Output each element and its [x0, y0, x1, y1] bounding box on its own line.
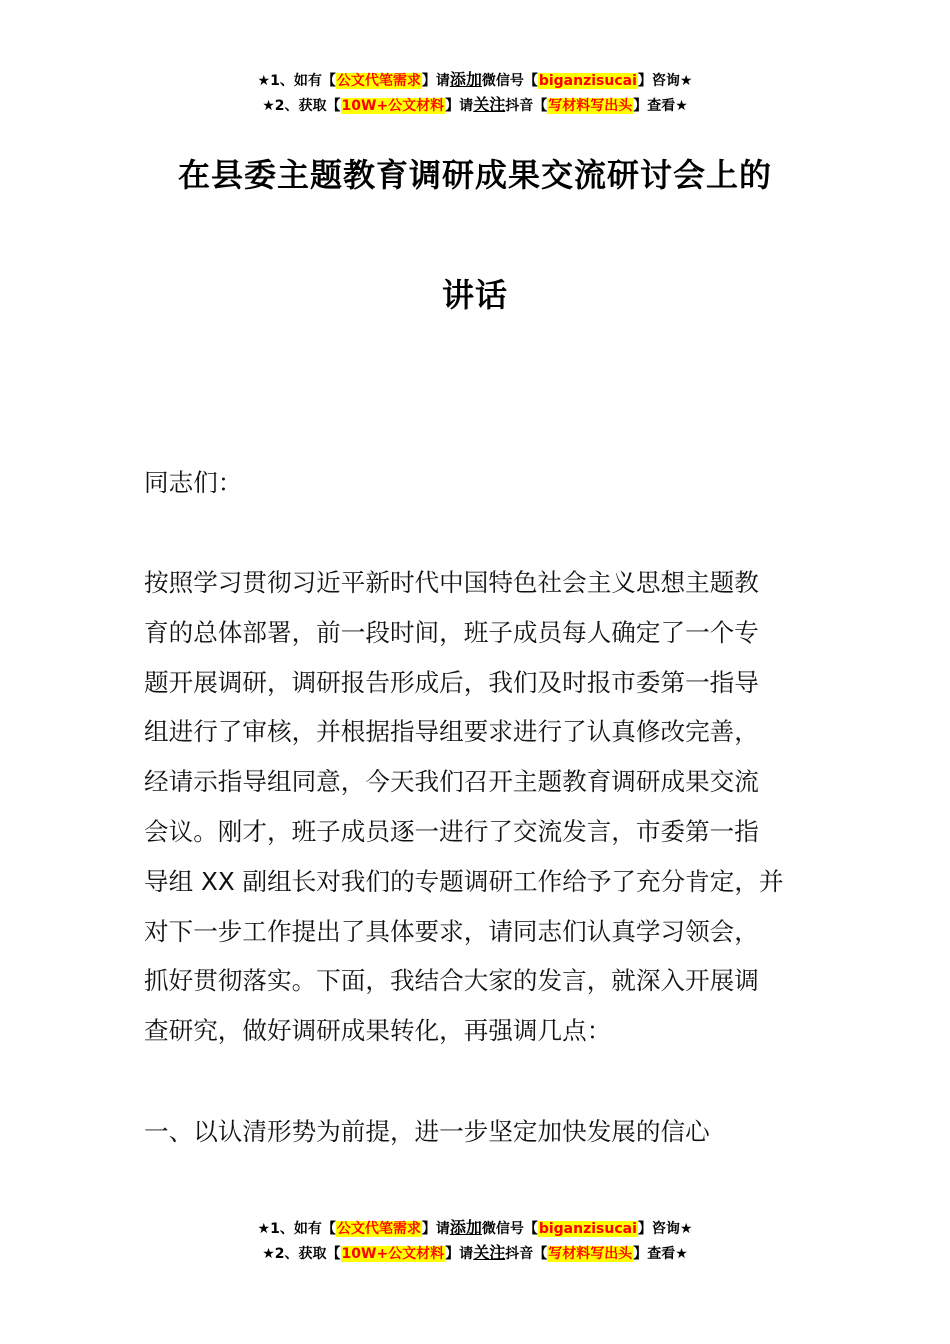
banner-text: 】请: [421, 1221, 450, 1237]
footer-banner: [0, 1216, 950, 1266]
banner-line-1: [0, 1216, 950, 1241]
highlight-douyin-account: 写材料写出头: [548, 98, 633, 114]
banner-emphasis: 添加: [449, 70, 482, 89]
banner-line-2: [0, 1241, 950, 1266]
banner-line-1: [0, 68, 950, 93]
highlight-materials: 10W+公文材料: [341, 98, 445, 114]
body-paragraph: [144, 558, 808, 1056]
banner-text: 】咨询★: [637, 1221, 693, 1237]
banner-text: ★1、如有【: [257, 73, 336, 89]
paragraph-line: 导组 XX 副组长对我们的专题调研工作给予了充分肯定，并: [144, 866, 784, 896]
banner-text: 抖音【: [505, 1246, 548, 1262]
highlight-douyin-account: 写材料写出头: [548, 1246, 633, 1262]
banner-text: ★1、如有【: [257, 1221, 336, 1237]
paragraph-line: 会议。刚才，班子成员逐一进行了交流发言，市委第一指: [144, 816, 759, 846]
banner-text: ★2、获取【: [262, 1246, 341, 1262]
banner-emphasis: 关注: [473, 95, 506, 114]
salutation: 同志们：: [144, 468, 243, 497]
banner-text: 微信号【: [481, 73, 538, 89]
paragraph-line: 按照学习贯彻习近平新时代中国特色社会主义思想主题教: [144, 568, 759, 597]
paragraph-line: 经请示指导组同意，今天我们召开主题教育调研成果交流: [144, 767, 759, 797]
paragraph-line: 对下一步工作提出了具体要求，请同志们认真学习领会，: [144, 916, 759, 946]
highlight-wechat-id: biganzisucai: [538, 1221, 637, 1237]
banner-text: 】请: [445, 1246, 474, 1262]
highlight-service: 公文代笔需求: [336, 73, 421, 89]
paragraph-line: 题开展调研，调研报告形成后，我们及时报市委第一指导: [144, 667, 759, 697]
banner-text: 】查看★: [633, 1246, 688, 1262]
document-title-line-1: 在县委主题教育调研成果交流研讨会上的: [177, 156, 772, 194]
paragraph-line: 育的总体部署，前一段时间，班子成员每人确定了一个专: [144, 617, 759, 647]
paragraph-line: 组进行了审核，并根据指导组要求进行了认真修改完善，: [144, 717, 759, 747]
banner-text: 】查看★: [633, 98, 688, 114]
document-title-line-2: 讲话: [441, 276, 508, 314]
banner-text: 】请: [421, 73, 450, 89]
banner-line-2: [0, 93, 950, 118]
banner-emphasis: 关注: [473, 1243, 506, 1262]
banner-text: 微信号【: [481, 1221, 538, 1237]
highlight-materials: 10W+公文材料: [341, 1246, 445, 1262]
paragraph-line: 查研究，做好调研成果转化，再强调几点：: [144, 1016, 612, 1046]
highlight-wechat-id: biganzisucai: [538, 73, 637, 89]
banner-emphasis: 添加: [449, 1218, 482, 1237]
banner-text: 】咨询★: [637, 73, 693, 89]
banner-text: 抖音【: [505, 98, 548, 114]
paragraph-line: 抓好贯彻落实。下面，我结合大家的发言，就深入开展调: [144, 966, 759, 996]
banner-text: ★2、获取【: [262, 98, 341, 114]
banner-text: 】请: [445, 98, 474, 114]
section-heading-1: 一、以认清形势为前提，进一步坚定加快发展的信心: [144, 1117, 710, 1146]
header-banner: [0, 68, 950, 118]
highlight-service: 公文代笔需求: [336, 1221, 421, 1237]
